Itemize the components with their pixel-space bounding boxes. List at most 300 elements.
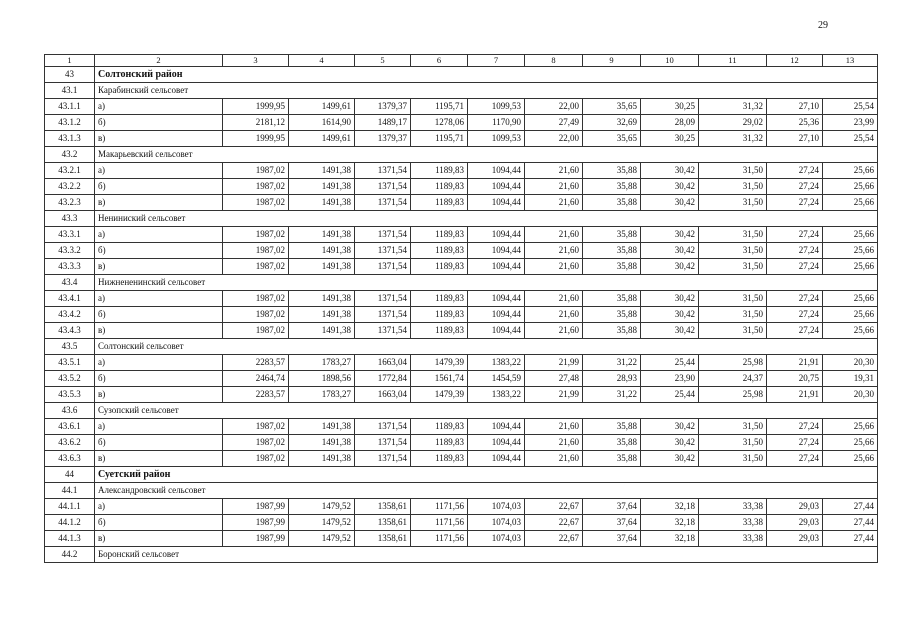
- council-name: Солтонский сельсовет: [95, 339, 878, 355]
- value-cell: 21,91: [767, 355, 823, 371]
- value-cell: 1898,56: [289, 371, 355, 387]
- column-number: 7: [468, 55, 525, 67]
- column-number-row: [45, 55, 878, 67]
- value-cell: 25,36: [767, 115, 823, 131]
- value-cell: 1987,02: [223, 419, 289, 435]
- value-cell: 1371,54: [355, 451, 411, 467]
- row-code: 43.6.1: [45, 419, 95, 435]
- value-cell: 35,88: [583, 243, 641, 259]
- section-code: 44: [45, 467, 95, 483]
- value-cell: 21,60: [525, 243, 583, 259]
- value-cell: 1171,56: [411, 515, 468, 531]
- row-label: б): [95, 307, 223, 323]
- value-cell: 22,67: [525, 531, 583, 547]
- value-cell: 25,98: [699, 355, 767, 371]
- row-label: в): [95, 387, 223, 403]
- value-cell: 29,02: [699, 115, 767, 131]
- value-cell: 30,25: [641, 131, 699, 147]
- council-name: Карабинский сельсовет: [95, 83, 878, 99]
- value-cell: 1999,95: [223, 131, 289, 147]
- value-cell: 30,42: [641, 323, 699, 339]
- value-cell: 2464,74: [223, 371, 289, 387]
- value-cell: 1383,22: [468, 355, 525, 371]
- table-row: [45, 195, 878, 211]
- row-label: а): [95, 291, 223, 307]
- row-label: а): [95, 163, 223, 179]
- value-cell: 2283,57: [223, 387, 289, 403]
- value-cell: 30,42: [641, 195, 699, 211]
- value-cell: 25,66: [823, 179, 878, 195]
- value-cell: 1094,44: [468, 307, 525, 323]
- value-cell: 27,24: [767, 291, 823, 307]
- value-cell: 31,22: [583, 387, 641, 403]
- value-cell: 1094,44: [468, 291, 525, 307]
- value-cell: 1171,56: [411, 499, 468, 515]
- table-row: [45, 227, 878, 243]
- value-cell: 25,66: [823, 323, 878, 339]
- value-cell: 1094,44: [468, 259, 525, 275]
- value-cell: 1195,71: [411, 99, 468, 115]
- value-cell: 1189,83: [411, 163, 468, 179]
- value-cell: 25,66: [823, 163, 878, 179]
- row-code: 43.1.1: [45, 99, 95, 115]
- value-cell: 2181,12: [223, 115, 289, 131]
- value-cell: 35,88: [583, 163, 641, 179]
- row-code: 43.4.1: [45, 291, 95, 307]
- district-name: Суетский район: [95, 467, 878, 483]
- value-cell: 1491,38: [289, 179, 355, 195]
- row-code: 43.1.2: [45, 115, 95, 131]
- value-cell: 22,67: [525, 515, 583, 531]
- value-cell: 1987,99: [223, 515, 289, 531]
- value-cell: 1189,83: [411, 435, 468, 451]
- value-cell: 1479,52: [289, 531, 355, 547]
- row-label: а): [95, 227, 223, 243]
- value-cell: 27,48: [525, 371, 583, 387]
- council-row: [45, 403, 878, 419]
- value-cell: 30,42: [641, 179, 699, 195]
- value-cell: 37,64: [583, 499, 641, 515]
- value-cell: 31,22: [583, 355, 641, 371]
- value-cell: 1987,02: [223, 163, 289, 179]
- value-cell: 28,09: [641, 115, 699, 131]
- row-label: а): [95, 419, 223, 435]
- row-code: 43.5.1: [45, 355, 95, 371]
- tariff-table: [44, 54, 878, 563]
- row-label: б): [95, 179, 223, 195]
- value-cell: 32,18: [641, 499, 699, 515]
- council-name: Боронский сельсовет: [95, 547, 878, 563]
- value-cell: 31,50: [699, 259, 767, 275]
- value-cell: 1491,38: [289, 243, 355, 259]
- table-row: [45, 307, 878, 323]
- value-cell: 25,66: [823, 259, 878, 275]
- value-cell: 1371,54: [355, 259, 411, 275]
- row-code: 44.1.2: [45, 515, 95, 531]
- value-cell: 1454,59: [468, 371, 525, 387]
- council-row: [45, 147, 878, 163]
- value-cell: 1189,83: [411, 227, 468, 243]
- value-cell: 1189,83: [411, 195, 468, 211]
- value-cell: 27,49: [525, 115, 583, 131]
- table-body: [45, 55, 878, 563]
- value-cell: 21,60: [525, 307, 583, 323]
- table-row: [45, 243, 878, 259]
- value-cell: 1491,38: [289, 291, 355, 307]
- value-cell: 27,44: [823, 499, 878, 515]
- value-cell: 32,18: [641, 515, 699, 531]
- value-cell: 20,30: [823, 387, 878, 403]
- district-row: [45, 67, 878, 83]
- value-cell: 1499,61: [289, 99, 355, 115]
- value-cell: 25,98: [699, 387, 767, 403]
- council-row: [45, 275, 878, 291]
- column-number: 13: [823, 55, 878, 67]
- row-code: 43.5.2: [45, 371, 95, 387]
- value-cell: 1479,39: [411, 355, 468, 371]
- value-cell: 1170,90: [468, 115, 525, 131]
- value-cell: 37,64: [583, 531, 641, 547]
- value-cell: 25,66: [823, 435, 878, 451]
- section-code: 43.2: [45, 147, 95, 163]
- value-cell: 21,60: [525, 323, 583, 339]
- district-row: [45, 467, 878, 483]
- row-label: б): [95, 515, 223, 531]
- row-label: а): [95, 99, 223, 115]
- council-row: [45, 211, 878, 227]
- value-cell: 24,37: [699, 371, 767, 387]
- value-cell: 1189,83: [411, 307, 468, 323]
- value-cell: 25,66: [823, 307, 878, 323]
- value-cell: 35,88: [583, 195, 641, 211]
- column-number: 5: [355, 55, 411, 67]
- table-row: [45, 435, 878, 451]
- value-cell: 35,88: [583, 259, 641, 275]
- value-cell: 21,60: [525, 451, 583, 467]
- value-cell: 29,03: [767, 531, 823, 547]
- value-cell: 1614,90: [289, 115, 355, 131]
- value-cell: 1783,27: [289, 387, 355, 403]
- value-cell: 1371,54: [355, 179, 411, 195]
- value-cell: 1094,44: [468, 435, 525, 451]
- value-cell: 1987,02: [223, 227, 289, 243]
- value-cell: 30,25: [641, 99, 699, 115]
- value-cell: 1987,02: [223, 179, 289, 195]
- value-cell: 21,99: [525, 355, 583, 371]
- table-row: [45, 419, 878, 435]
- value-cell: 1371,54: [355, 163, 411, 179]
- value-cell: 1094,44: [468, 195, 525, 211]
- value-cell: 1499,61: [289, 131, 355, 147]
- value-cell: 27,24: [767, 227, 823, 243]
- column-number: 1: [45, 55, 95, 67]
- value-cell: 27,24: [767, 307, 823, 323]
- value-cell: 27,24: [767, 323, 823, 339]
- value-cell: 1371,54: [355, 227, 411, 243]
- value-cell: 1379,37: [355, 131, 411, 147]
- value-cell: 1491,38: [289, 227, 355, 243]
- value-cell: 1371,54: [355, 243, 411, 259]
- value-cell: 19,31: [823, 371, 878, 387]
- row-label: а): [95, 499, 223, 515]
- row-label: в): [95, 131, 223, 147]
- council-row: [45, 483, 878, 499]
- column-number: 9: [583, 55, 641, 67]
- value-cell: 30,42: [641, 227, 699, 243]
- value-cell: 1987,02: [223, 323, 289, 339]
- value-cell: 30,42: [641, 163, 699, 179]
- value-cell: 31,50: [699, 291, 767, 307]
- value-cell: 1099,53: [468, 131, 525, 147]
- council-row: [45, 339, 878, 355]
- value-cell: 35,88: [583, 307, 641, 323]
- value-cell: 37,64: [583, 515, 641, 531]
- value-cell: 1489,17: [355, 115, 411, 131]
- value-cell: 1987,99: [223, 499, 289, 515]
- value-cell: 28,93: [583, 371, 641, 387]
- section-code: 43: [45, 67, 95, 83]
- value-cell: 1383,22: [468, 387, 525, 403]
- table-row: [45, 99, 878, 115]
- value-cell: 21,60: [525, 227, 583, 243]
- value-cell: 1987,02: [223, 243, 289, 259]
- value-cell: 32,69: [583, 115, 641, 131]
- value-cell: 25,54: [823, 131, 878, 147]
- value-cell: 31,50: [699, 435, 767, 451]
- value-cell: 21,91: [767, 387, 823, 403]
- value-cell: 1491,38: [289, 307, 355, 323]
- column-number: 11: [699, 55, 767, 67]
- value-cell: 1491,38: [289, 259, 355, 275]
- value-cell: 1491,38: [289, 323, 355, 339]
- value-cell: 30,42: [641, 435, 699, 451]
- value-cell: 1491,38: [289, 195, 355, 211]
- value-cell: 1663,04: [355, 387, 411, 403]
- section-code: 43.3: [45, 211, 95, 227]
- value-cell: 22,00: [525, 131, 583, 147]
- value-cell: 1358,61: [355, 499, 411, 515]
- value-cell: 21,60: [525, 163, 583, 179]
- value-cell: 27,24: [767, 179, 823, 195]
- value-cell: 1358,61: [355, 531, 411, 547]
- column-number: 4: [289, 55, 355, 67]
- value-cell: 27,24: [767, 451, 823, 467]
- row-code: 43.4.3: [45, 323, 95, 339]
- value-cell: 35,88: [583, 419, 641, 435]
- row-code: 43.6.2: [45, 435, 95, 451]
- section-code: 43.1: [45, 83, 95, 99]
- value-cell: 31,50: [699, 179, 767, 195]
- row-code: 44.1.1: [45, 499, 95, 515]
- value-cell: 21,60: [525, 435, 583, 451]
- council-name: Нениниский сельсовет: [95, 211, 878, 227]
- value-cell: 1094,44: [468, 179, 525, 195]
- row-label: в): [95, 323, 223, 339]
- value-cell: 21,60: [525, 179, 583, 195]
- value-cell: 22,00: [525, 99, 583, 115]
- value-cell: 1371,54: [355, 323, 411, 339]
- column-number: 10: [641, 55, 699, 67]
- value-cell: 1379,37: [355, 99, 411, 115]
- council-name: Макарьевский сельсовет: [95, 147, 878, 163]
- row-label: в): [95, 451, 223, 467]
- value-cell: 33,38: [699, 499, 767, 515]
- value-cell: 1479,52: [289, 515, 355, 531]
- row-label: б): [95, 435, 223, 451]
- value-cell: 1371,54: [355, 195, 411, 211]
- value-cell: 1189,83: [411, 451, 468, 467]
- value-cell: 20,30: [823, 355, 878, 371]
- value-cell: 1371,54: [355, 291, 411, 307]
- row-label: б): [95, 115, 223, 131]
- table-row: [45, 387, 878, 403]
- value-cell: 1189,83: [411, 323, 468, 339]
- council-name: Сузопский сельсовет: [95, 403, 878, 419]
- value-cell: 27,44: [823, 531, 878, 547]
- value-cell: 1987,02: [223, 259, 289, 275]
- value-cell: 1094,44: [468, 243, 525, 259]
- section-code: 43.5: [45, 339, 95, 355]
- value-cell: 1491,38: [289, 451, 355, 467]
- value-cell: 1987,02: [223, 195, 289, 211]
- value-cell: 30,42: [641, 419, 699, 435]
- value-cell: 31,50: [699, 323, 767, 339]
- column-number: 12: [767, 55, 823, 67]
- column-number: 6: [411, 55, 468, 67]
- value-cell: 21,60: [525, 419, 583, 435]
- section-code: 44.2: [45, 547, 95, 563]
- row-code: 43.5.3: [45, 387, 95, 403]
- value-cell: 1189,83: [411, 291, 468, 307]
- value-cell: 30,42: [641, 451, 699, 467]
- column-number: 3: [223, 55, 289, 67]
- value-cell: 1171,56: [411, 531, 468, 547]
- value-cell: 1358,61: [355, 515, 411, 531]
- table-row: [45, 179, 878, 195]
- table-row: [45, 531, 878, 547]
- value-cell: 31,50: [699, 419, 767, 435]
- row-label: а): [95, 355, 223, 371]
- value-cell: 1074,03: [468, 531, 525, 547]
- table-row: [45, 131, 878, 147]
- value-cell: 1094,44: [468, 451, 525, 467]
- value-cell: 1987,02: [223, 307, 289, 323]
- value-cell: 22,67: [525, 499, 583, 515]
- value-cell: 25,44: [641, 387, 699, 403]
- row-code: 43.3.1: [45, 227, 95, 243]
- value-cell: 35,88: [583, 435, 641, 451]
- table-row: [45, 323, 878, 339]
- row-label: в): [95, 195, 223, 211]
- value-cell: 35,88: [583, 291, 641, 307]
- value-cell: 31,50: [699, 227, 767, 243]
- row-code: 43.3.2: [45, 243, 95, 259]
- value-cell: 33,38: [699, 515, 767, 531]
- table-row: [45, 163, 878, 179]
- page-number: 29: [818, 20, 828, 31]
- value-cell: 25,66: [823, 291, 878, 307]
- value-cell: 1094,44: [468, 163, 525, 179]
- district-name: Солтонский район: [95, 67, 878, 83]
- value-cell: 1278,06: [411, 115, 468, 131]
- value-cell: 1987,02: [223, 451, 289, 467]
- value-cell: 1663,04: [355, 355, 411, 371]
- value-cell: 1189,83: [411, 243, 468, 259]
- value-cell: 29,03: [767, 515, 823, 531]
- value-cell: 35,88: [583, 451, 641, 467]
- value-cell: 31,50: [699, 195, 767, 211]
- value-cell: 29,03: [767, 499, 823, 515]
- row-code: 43.2.3: [45, 195, 95, 211]
- value-cell: 20,75: [767, 371, 823, 387]
- value-cell: 30,42: [641, 243, 699, 259]
- row-code: 43.2.1: [45, 163, 95, 179]
- value-cell: 21,60: [525, 259, 583, 275]
- value-cell: 25,66: [823, 451, 878, 467]
- value-cell: 1094,44: [468, 227, 525, 243]
- value-cell: 2283,57: [223, 355, 289, 371]
- council-row: [45, 547, 878, 563]
- value-cell: 27,10: [767, 99, 823, 115]
- row-code: 43.1.3: [45, 131, 95, 147]
- column-number: 2: [95, 55, 223, 67]
- value-cell: 31,50: [699, 451, 767, 467]
- column-number: 8: [525, 55, 583, 67]
- council-name: Александровский сельсовет: [95, 483, 878, 499]
- value-cell: 25,66: [823, 195, 878, 211]
- value-cell: 21,60: [525, 195, 583, 211]
- value-cell: 1772,84: [355, 371, 411, 387]
- section-code: 43.6: [45, 403, 95, 419]
- value-cell: 1491,38: [289, 419, 355, 435]
- value-cell: 1479,39: [411, 387, 468, 403]
- value-cell: 27,24: [767, 435, 823, 451]
- row-code: 44.1.3: [45, 531, 95, 547]
- value-cell: 35,88: [583, 323, 641, 339]
- value-cell: 1074,03: [468, 499, 525, 515]
- row-label: в): [95, 531, 223, 547]
- section-code: 43.4: [45, 275, 95, 291]
- value-cell: 1999,95: [223, 99, 289, 115]
- value-cell: 32,18: [641, 531, 699, 547]
- value-cell: 1783,27: [289, 355, 355, 371]
- value-cell: 30,42: [641, 307, 699, 323]
- value-cell: 25,66: [823, 227, 878, 243]
- value-cell: 21,99: [525, 387, 583, 403]
- value-cell: 27,24: [767, 419, 823, 435]
- value-cell: 25,44: [641, 355, 699, 371]
- value-cell: 1371,54: [355, 307, 411, 323]
- value-cell: 23,99: [823, 115, 878, 131]
- value-cell: 1371,54: [355, 435, 411, 451]
- row-code: 43.6.3: [45, 451, 95, 467]
- section-code: 44.1: [45, 483, 95, 499]
- value-cell: 35,88: [583, 227, 641, 243]
- row-label: б): [95, 371, 223, 387]
- row-label: б): [95, 243, 223, 259]
- value-cell: 31,50: [699, 243, 767, 259]
- row-code: 43.3.3: [45, 259, 95, 275]
- value-cell: 27,24: [767, 243, 823, 259]
- value-cell: 25,66: [823, 243, 878, 259]
- value-cell: 35,65: [583, 99, 641, 115]
- council-row: [45, 83, 878, 99]
- value-cell: 1099,53: [468, 99, 525, 115]
- value-cell: 1479,52: [289, 499, 355, 515]
- value-cell: 31,32: [699, 99, 767, 115]
- value-cell: 25,54: [823, 99, 878, 115]
- value-cell: 27,24: [767, 163, 823, 179]
